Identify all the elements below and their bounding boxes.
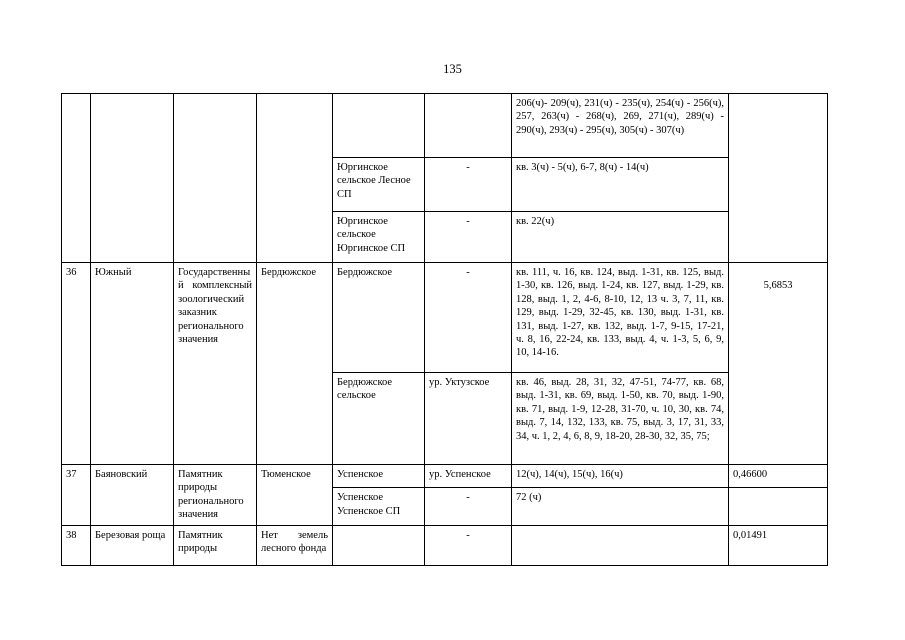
area-value-cell: 0,01491: [729, 525, 828, 565]
category-cell: Памятник природы: [174, 525, 257, 565]
district-cell: Бердюжское: [333, 263, 425, 373]
category-cell: [174, 94, 257, 263]
tract-cell: -: [425, 158, 512, 212]
category-cell: Государственны й комплексный зоологический заказник регионального значения: [174, 263, 257, 465]
row-number-cell: [62, 94, 91, 263]
quarters-cell: кв. 46, выд. 28, 31, 32, 47-51, 74-77, кв. 68, выд. 1-31, кв. 69, выд. 1-50, кв. 70, выд. 1-90, кв. 71, выд. 1-9, 12-28, 31-70, ч. 10, 30, кв. 74, выд. 7, 14, 132, 133, кв. 75, выд. 3, 17, 31, 33, 34, ч. 1, 2, 4, 6, 8, 9, 18-20, 28-30, 32, 35, 75;: [512, 373, 729, 465]
tract-cell: -: [425, 525, 512, 565]
table-row: [62, 263, 828, 373]
quarters-cell: 12(ч), 14(ч), 15(ч), 16(ч): [512, 465, 729, 488]
row-number-cell: 36: [62, 263, 91, 465]
row-number-cell: 38: [62, 525, 91, 565]
area-name-cell: Южный: [91, 263, 174, 465]
district-cell: Успенское Успенское СП: [333, 488, 425, 525]
forestry-cell: Нет земель лесного фонда: [257, 525, 333, 565]
row-number-cell: 37: [62, 465, 91, 526]
area-name-cell: Березовая роща: [91, 525, 174, 565]
page-number: 135: [443, 62, 462, 76]
district-cell: Юргинское сельское Лесное СП: [333, 158, 425, 212]
tract-cell: -: [425, 263, 512, 373]
tract-cell: ур. Уктузское: [425, 373, 512, 465]
area-name-cell: [91, 94, 174, 263]
tract-cell: ур. Успенское: [425, 465, 512, 488]
table-row: [62, 94, 828, 158]
forestry-cell: Тюменское: [257, 465, 333, 526]
quarters-cell: [512, 525, 729, 565]
quarters-cell: кв. 111, ч. 16, кв. 124, выд. 1-31, кв. 125, выд. 1-30, кв. 126, выд. 1-24, кв. 127, выд. 1-29, кв. 128, выд. 1, 2, 4-6, 8-10, 12, 13 ч. 3, 7, 11, кв. 129, выд. 1-29, 32-45, кв. 130, выд. 1-31, кв. 131, выд. 1-27, кв. 132, выд. 1-7, 9-15, 17-21, ч. 8, 16, 22-24, кв. 133, выд. 4, ч. 1-3, 5, 6, 9, 10, 14-16.: [512, 263, 729, 373]
category-cell: Памятник природы регионального значения: [174, 465, 257, 526]
quarters-cell: кв. 22(ч): [512, 212, 729, 263]
district-cell: [333, 94, 425, 158]
forestry-cell: [257, 94, 333, 263]
area-value-cell: 5,6853: [729, 263, 828, 465]
district-cell: Юргинское сельское Юргинское СП: [333, 212, 425, 263]
district-cell: Бердюжское сельское: [333, 373, 425, 465]
area-value-cell: [729, 94, 828, 263]
table-row: [62, 465, 828, 488]
area-name-cell: Баяновский: [91, 465, 174, 526]
quarters-cell: 72 (ч): [512, 488, 729, 525]
tract-cell: [425, 94, 512, 158]
forestry-cell: Бердюжское: [257, 263, 333, 465]
table-row: [62, 525, 828, 565]
tract-cell: -: [425, 488, 512, 525]
protected-areas-table: [61, 93, 828, 566]
area-value-cell: 0,46600: [729, 465, 828, 488]
quarters-cell: 206(ч)- 209(ч), 231(ч) - 235(ч), 254(ч) - 256(ч), 257, 263(ч) - 268(ч), 269, 271(ч), 289(ч) - 290(ч), 293(ч) - 295(ч), 305(ч) - 307(ч): [512, 94, 729, 158]
area-value-cell: [729, 488, 828, 525]
tract-cell: -: [425, 212, 512, 263]
district-cell: Успенское: [333, 465, 425, 488]
quarters-cell: кв. 3(ч) - 5(ч), 6-7, 8(ч) - 14(ч): [512, 158, 729, 212]
district-cell: [333, 525, 425, 565]
